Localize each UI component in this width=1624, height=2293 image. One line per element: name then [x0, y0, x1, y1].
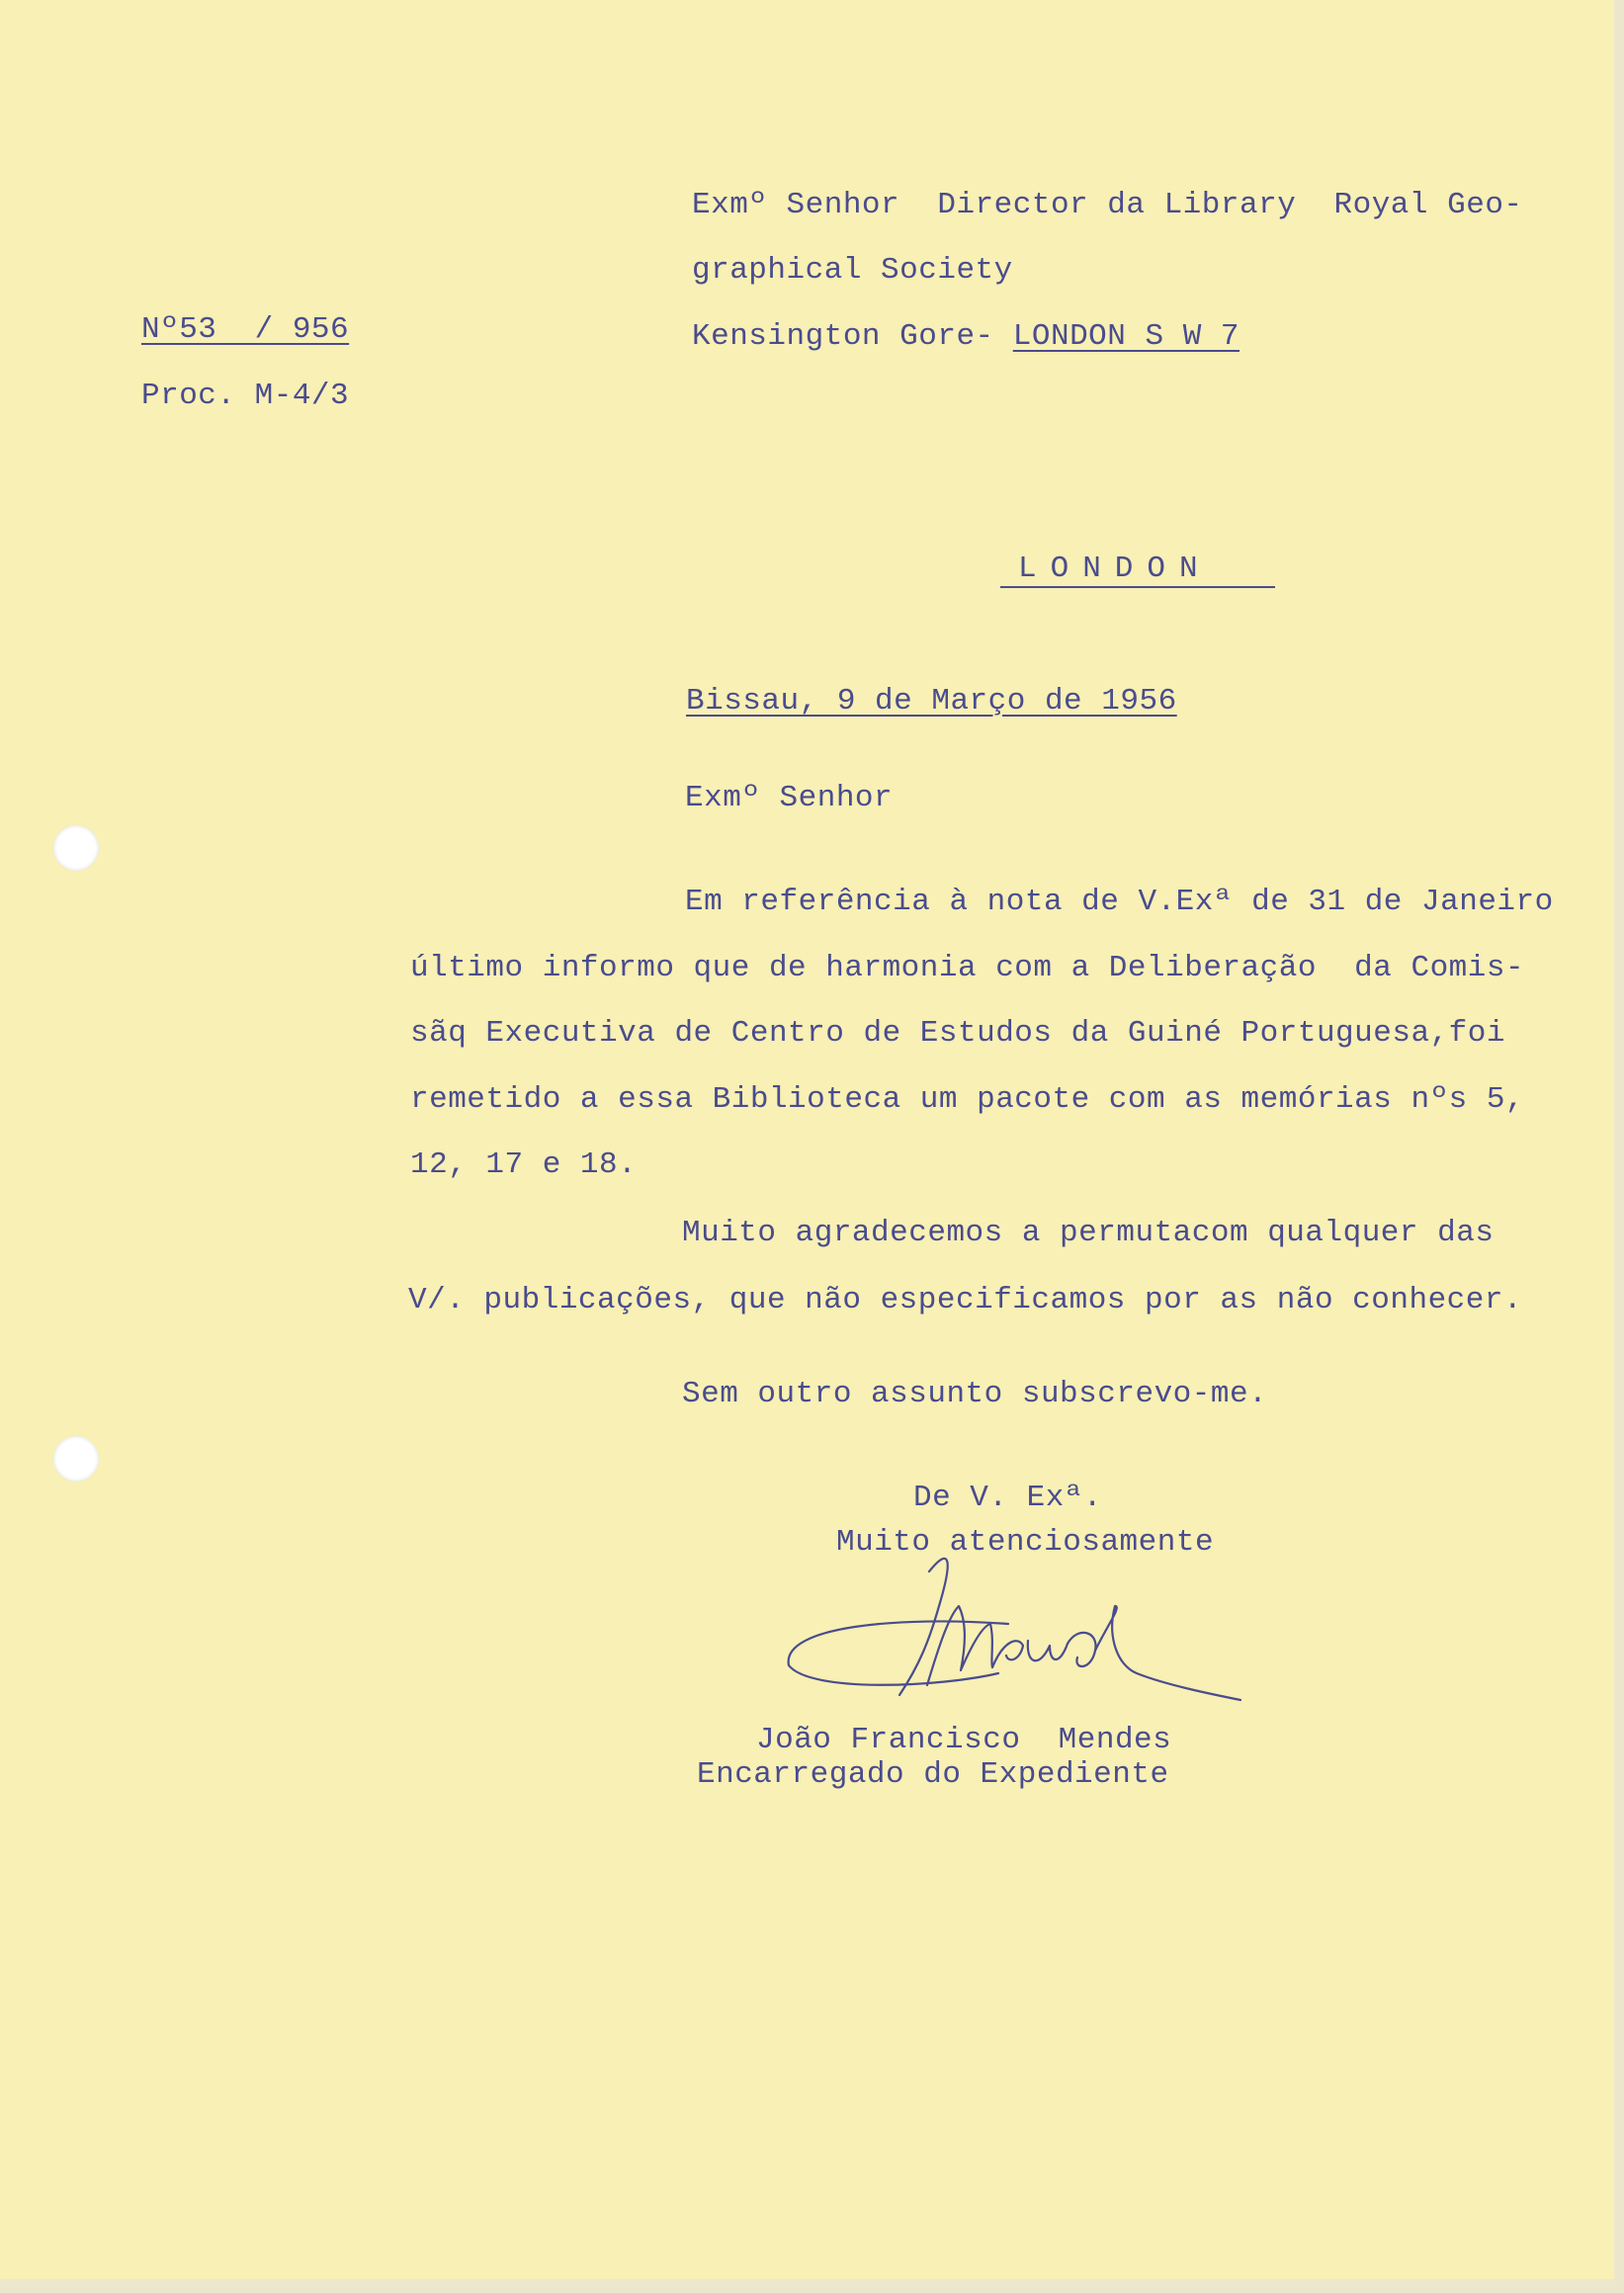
- salutation: Exmº Senhor: [685, 781, 894, 815]
- recipient-line-3: [692, 321, 1239, 352]
- recipient-city: LONDON S W 7: [1012, 319, 1240, 354]
- handwritten-signature: [781, 1547, 1245, 1720]
- closing-line-1: De V. Exª.: [913, 1481, 1103, 1515]
- body-p1-line-1: Em referência à nota de V.Exª de 31 de Janeiro: [685, 885, 1554, 919]
- reference-proc: Proc. M-4/3: [141, 379, 350, 413]
- punch-hole-bottom: [53, 1436, 99, 1482]
- body-p1-line-3: sãq Executiva de Centro de Estudos da Guiné Portuguesa,foi: [410, 1016, 1505, 1051]
- body-p1-line-2: último informo que de harmonia com a Deliberação da Comis-: [410, 951, 1525, 985]
- recipient-line-1: Exmº Senhor Director da Library Royal Geo-: [692, 188, 1523, 222]
- body-p1-line-5: 12, 17 e 18.: [410, 1147, 638, 1182]
- body-p1-line-4: remetido a essa Biblioteca um pacote com as memórias nºs 5,: [410, 1082, 1525, 1117]
- body-p2-line-2: V/. publicações, que não especificamos por as não conhecer.: [408, 1283, 1523, 1317]
- body-p3: Sem outro assunto subscrevo-me.: [682, 1377, 1268, 1411]
- recipient-address: Kensington Gore-: [692, 319, 1013, 354]
- punch-hole-top: [53, 825, 99, 871]
- city-heading-underline: [1000, 586, 1275, 588]
- city-heading: LONDON: [1018, 552, 1212, 586]
- recipient-line-2: graphical Society: [692, 253, 1013, 288]
- letter-date: Bissau, 9 de Março de 1956: [686, 684, 1177, 719]
- body-p2-line-1: Muito agradecemos a permutacom qualquer das: [682, 1216, 1495, 1250]
- closing-line-2: Muito atenciosamente: [836, 1525, 1215, 1560]
- signatory-name: João Francisco Mendes: [756, 1723, 1172, 1757]
- signatory-title: Encarregado do Expediente: [697, 1757, 1169, 1792]
- reference-number: Nº53 / 956: [141, 312, 350, 347]
